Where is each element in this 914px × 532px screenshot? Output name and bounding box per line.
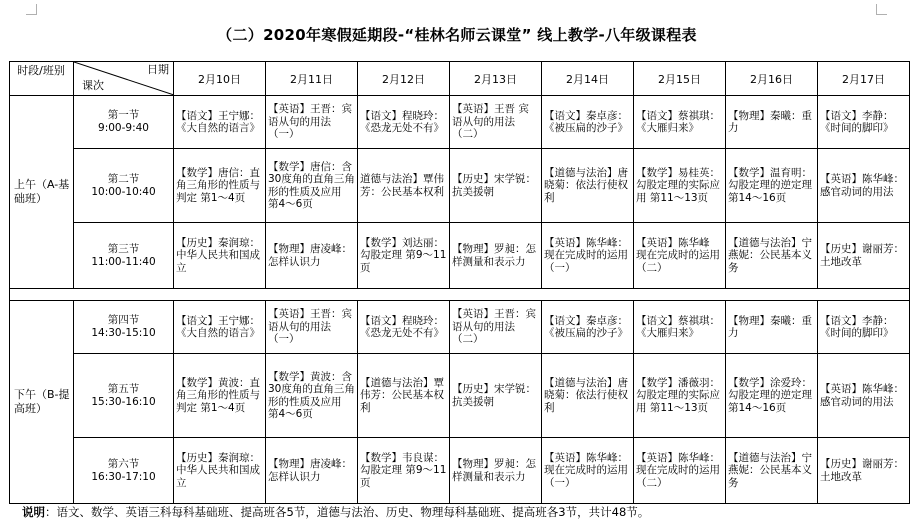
lesson-text: 【历史】秦润琼：中华人民共和国成立	[176, 236, 260, 274]
lesson-text: 【历史】谢丽芳：土地改革	[820, 243, 904, 268]
period-cell	[74, 438, 174, 504]
schedule-cell	[818, 96, 910, 149]
lesson-text: 【道德与法治】覃伟芳：公民基本权利	[360, 376, 444, 414]
lesson-text: 【数学】唐信：含30度角的直角三角形的性质及应用 第4～6页	[268, 160, 355, 210]
lesson-text: 【物理】罗昶：怎样测量和表示力	[452, 458, 536, 483]
period-name: 第二节	[107, 172, 140, 185]
date-header	[542, 62, 634, 96]
table-row	[10, 149, 910, 223]
schedule-cell	[358, 223, 450, 289]
group-label	[10, 301, 74, 504]
table-row	[10, 354, 910, 438]
lesson-text: 【语文】王宁娜：《大自然的语言》	[176, 314, 260, 339]
schedule-cell	[634, 223, 726, 289]
table-row	[10, 438, 910, 504]
lesson-text: 【历史】谢丽芳：土地改革	[820, 458, 904, 483]
schedule-cell	[358, 438, 450, 504]
lesson-text: 【英语】陈华峰：现在完成时的运用（一）	[544, 236, 628, 274]
table-row	[10, 301, 910, 354]
schedule-cell	[450, 354, 542, 438]
schedule-cell	[542, 96, 634, 149]
schedule-cell	[174, 149, 266, 223]
lesson-text: 【道德与法治】宁燕妮：公民基本义务	[728, 451, 812, 489]
page-corner-mark-right	[876, 4, 887, 15]
lesson-text: 【物理】唐凌峰：怎样认识力	[268, 243, 352, 268]
header-date-label: 日期	[147, 63, 169, 76]
lesson-text: 【语文】李静：《时间的脚印》	[820, 314, 894, 339]
date-header	[266, 62, 358, 96]
group-label	[10, 96, 74, 289]
schedule-cell	[266, 96, 358, 149]
schedule-cell	[634, 438, 726, 504]
header-time-class	[10, 62, 74, 96]
table-row	[10, 96, 910, 149]
period-cell	[74, 149, 174, 223]
period-name: 第五节	[107, 382, 140, 395]
date-header	[358, 62, 450, 96]
lesson-text: 【物理】罗昶：怎样测量和表示力	[452, 243, 536, 268]
schedule-cell	[266, 149, 358, 223]
date-header	[818, 62, 910, 96]
lesson-text: 【英语】陈华峰：现在完成时的运用（一）	[544, 451, 628, 489]
schedule-cell	[174, 223, 266, 289]
lesson-text: 【语文】蔡祺琪：《大雁归来》	[636, 109, 720, 134]
lesson-text: 【道德与法治】唐晓菊：依法行使权利	[544, 166, 628, 204]
date-label: 2月17日	[842, 72, 885, 86]
period-time: 9:00-9:40	[98, 122, 149, 134]
schedule-cell	[726, 301, 818, 354]
schedule-cell	[634, 96, 726, 149]
period-cell	[74, 96, 174, 149]
date-label: 2月16日	[750, 72, 793, 86]
lesson-text: 【数学】刘达丽：勾股定理 第9～11页	[360, 236, 447, 274]
lesson-text: 【英语】陈华峰：感官动词的用法	[820, 383, 904, 408]
lesson-text: 【语文】李静：《时间的脚印》	[820, 109, 894, 134]
schedule-cell	[174, 438, 266, 504]
schedule-cell	[266, 223, 358, 289]
lesson-text: 【历史】宋学锐：抗美援朝	[452, 173, 536, 198]
schedule-cell	[818, 149, 910, 223]
schedule-cell	[450, 438, 542, 504]
schedule-cell	[634, 301, 726, 354]
schedule-cell	[450, 223, 542, 289]
lesson-text: 【英语】王晋 宾语从句的用法（二）	[452, 103, 529, 141]
schedule-cell	[726, 354, 818, 438]
lesson-text: 【数学】易桂英：勾股定理的实际应用 第11～13页	[636, 166, 720, 204]
lesson-text: 道德与法治】覃伟芳：公民基本权利	[360, 173, 444, 198]
lesson-text: 【数学】唐信：直角三角形的性质与判定 第1～4页	[176, 166, 260, 204]
schedule-cell	[726, 96, 818, 149]
schedule-cell	[818, 301, 910, 354]
lesson-text: 【语文】程晓玲：《恐龙无处不有》	[360, 109, 444, 134]
group-label-text: 上午（A-基础班）	[14, 178, 70, 205]
schedule-cell	[818, 354, 910, 438]
period-time: 11:00-11:40	[91, 255, 156, 268]
lesson-text: 【历史】宋学锐：抗美援朝	[452, 383, 536, 408]
lesson-text: 【英语】王晋：宾语从句的用法（一）	[268, 103, 352, 141]
schedule-table	[9, 61, 910, 504]
schedule-cell	[266, 438, 358, 504]
lesson-text: 【物理】秦曦：重力	[728, 109, 812, 134]
page-title: （二）2020年寒假延期段-“桂林名师云课堂” 线上教学-八年级课程表	[217, 26, 697, 44]
lesson-text: 【英语】王晋：宾语从句的用法（二）	[452, 308, 536, 346]
date-label: 2月10日	[198, 72, 241, 86]
date-label: 2月12日	[382, 72, 425, 86]
period-time: 10:00-10:40	[91, 185, 156, 198]
period-cell	[74, 354, 174, 438]
period-time: 16:30-17:10	[91, 470, 156, 483]
date-header	[450, 62, 542, 96]
lesson-text: 【语文】王宁娜：《大自然的语言》	[176, 109, 260, 134]
lesson-text: 【数学】黄波：含30度角的直角三角形的性质及应用 第4～6页	[268, 370, 355, 420]
schedule-cell	[450, 301, 542, 354]
lesson-text: 【物理】唐凌峰：怎样认识力	[268, 458, 352, 483]
lesson-text: 【数学】涂爱玲：勾股定理的逆定理 第14～16页	[728, 376, 812, 414]
date-header	[726, 62, 818, 96]
schedule-cell	[542, 354, 634, 438]
schedule-cell	[818, 438, 910, 504]
schedule-cell	[358, 149, 450, 223]
date-label: 2月11日	[290, 72, 333, 86]
table-row	[10, 223, 910, 289]
period-cell	[74, 223, 174, 289]
schedule-cell	[450, 149, 542, 223]
lesson-text: 【语文】程晓玲：《恐龙无处不有》	[360, 314, 444, 339]
date-label: 2月14日	[566, 72, 609, 86]
schedule-cell	[542, 301, 634, 354]
period-cell	[74, 301, 174, 354]
lesson-text: 【道德与法治】宁燕妮：公民基本义务	[728, 236, 812, 274]
separator-row	[10, 289, 910, 301]
schedule-cell	[542, 438, 634, 504]
header-time-label: 时段/班别	[17, 64, 65, 77]
schedule-cell	[174, 354, 266, 438]
schedule-cell	[542, 223, 634, 289]
schedule-cell	[266, 301, 358, 354]
period-time: 15:30-16:10	[91, 395, 156, 408]
schedule-cell	[266, 354, 358, 438]
lesson-text: 【数学】韦良谋：勾股定理 第9～11页	[360, 451, 447, 489]
period-name: 第六节	[107, 457, 140, 470]
lesson-text: 【语文】秦卓彦：《被压扁的沙子》	[544, 314, 628, 339]
schedule-cell	[358, 354, 450, 438]
header-period-label: 课次	[82, 79, 104, 92]
schedule-cell	[726, 149, 818, 223]
schedule-cell	[358, 96, 450, 149]
period-name: 第一节	[107, 109, 140, 121]
lesson-text: 【数学】黄波：直角三角形的性质与判定 第1～4页	[176, 376, 260, 414]
schedule-cell	[726, 438, 818, 504]
schedule-cell	[358, 301, 450, 354]
schedule-cell	[818, 223, 910, 289]
footnote	[22, 504, 649, 520]
schedule-cell	[634, 149, 726, 223]
page-corner-mark-left	[26, 4, 37, 15]
lesson-text: 【语文】蔡祺琪：《大雁归来》	[636, 314, 720, 339]
lesson-text: 【物理】秦曦：重力	[728, 314, 812, 339]
footnote-label: 说明	[22, 505, 45, 519]
footnote-text: ：语文、数学、英语三科每科基础班、提高班各5节，道德与法治、历史、物理每科基础班、提高班各3节，共计48节。	[45, 505, 650, 519]
schedule-cell	[450, 96, 542, 149]
group-label-text: 下午（B-提高班）	[14, 388, 70, 415]
schedule-cell	[542, 149, 634, 223]
date-label: 2月15日	[658, 72, 701, 86]
schedule-cell	[174, 96, 266, 149]
lesson-text: 【道德与法治】唐晓菊：依法行使权利	[544, 376, 628, 414]
period-name: 第四节	[107, 314, 140, 326]
lesson-text: 【英语】陈华峰：现在完成时的运用（二）	[636, 451, 720, 489]
schedule-cell	[174, 301, 266, 354]
date-header	[174, 62, 266, 96]
lesson-text: 【语文】秦卓彦：《被压扁的沙子》	[544, 109, 628, 134]
period-time: 14:30-15:10	[91, 327, 156, 339]
date-label: 2月13日	[474, 72, 517, 86]
lesson-text: 【英语】陈华峰 现在完成时的运用（二）	[636, 236, 720, 274]
lesson-text: 【数学】温育明：勾股定理的逆定理 第14～16页	[728, 166, 812, 204]
schedule-cell	[634, 354, 726, 438]
period-name: 第三节	[107, 242, 140, 255]
header-corner-cell	[74, 62, 174, 96]
lesson-text: 【英语】王晋：宾语从句的用法（一）	[268, 308, 352, 346]
lesson-text: 【英语】陈华峰：感官动词的用法	[820, 173, 904, 198]
lesson-text: 【数学】潘薇羽：勾股定理的实际应用 第11～13页	[636, 376, 720, 414]
lesson-text: 【历史】秦润琼：中华人民共和国成立	[176, 451, 260, 489]
date-header	[634, 62, 726, 96]
schedule-cell	[726, 223, 818, 289]
